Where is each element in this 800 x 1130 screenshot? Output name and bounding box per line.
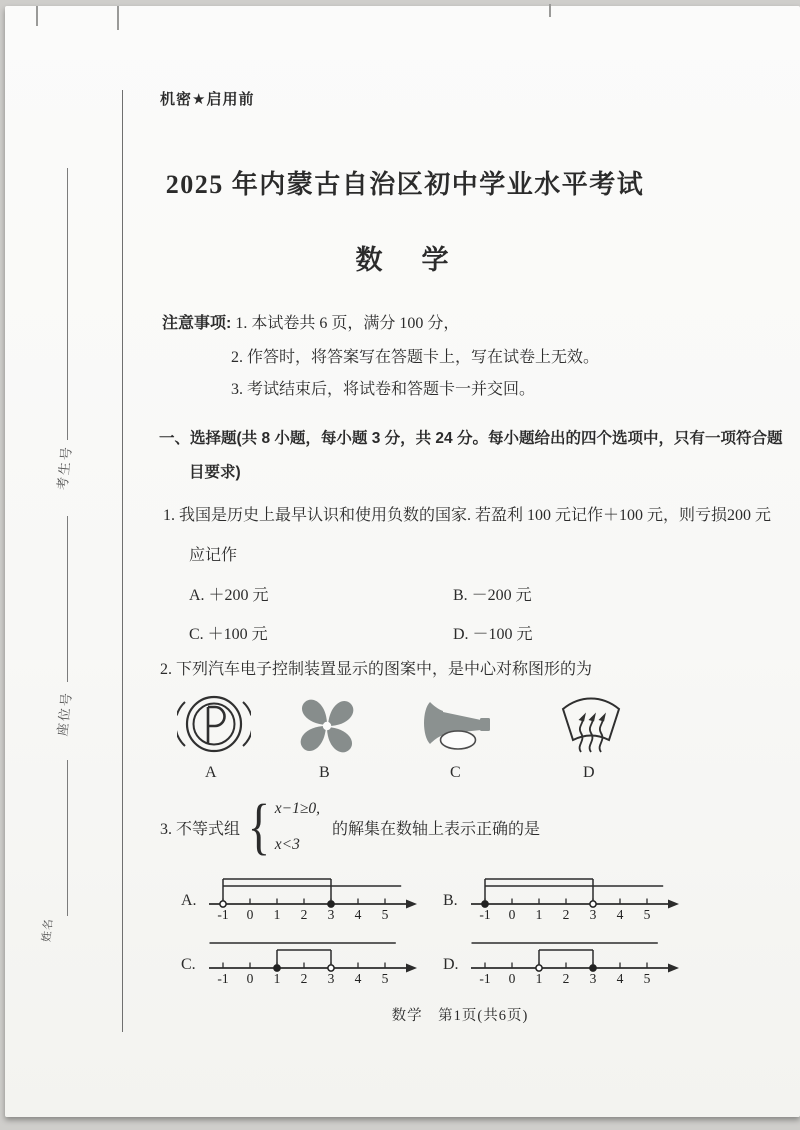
defrost-icon (554, 690, 628, 764)
section1-heading-line2: 目要求) (189, 464, 241, 481)
svg-text:4: 4 (616, 907, 624, 922)
svg-text:5: 5 (643, 971, 651, 986)
svg-text:-1: -1 (479, 907, 491, 922)
svg-text:5: 5 (381, 971, 389, 986)
seal-line-outer-segment (67, 168, 68, 440)
horn-icon (417, 696, 499, 758)
q2-letter-d: D (583, 764, 596, 781)
exam-paper (5, 6, 800, 1117)
svg-text:-1: -1 (217, 907, 229, 922)
svg-text:5: 5 (643, 907, 651, 922)
svg-text:2: 2 (562, 907, 570, 922)
notice-item-2: 2. 作答时，将答案写在答题卡上，写在试卷上无效。 (231, 349, 600, 366)
q2-letter-b: B (319, 764, 331, 781)
q1-text-line2: 应记作 (189, 547, 238, 564)
seal-line-outer-segment (67, 760, 68, 916)
number-line-c (207, 932, 419, 988)
q1-option-a: A. ＋200 元 (189, 587, 269, 604)
q1-text-line1: 1. 我国是历史上最早认识和使用负数的国家. 若盈利 100 元记作＋100 元，则亏损200 元 (163, 507, 772, 524)
q2-text: 2. 下列汽车电子控制装置显示的图案中，是中心对称图形的为 (160, 661, 593, 678)
q3-text-prefix: 3. 不等式组 (160, 820, 241, 838)
q3-option-label-a: A. (181, 892, 197, 909)
svg-text:0: 0 (508, 907, 516, 922)
seal-label-seat-number: 座位号 (54, 690, 75, 737)
notice-item-3: 3. 考试结束后，将试卷和答题卡一并交回。 (231, 381, 536, 398)
inequality-bottom: x<3 (274, 836, 300, 853)
page-footer: 数学 第1页(共6页) (391, 1008, 529, 1024)
seal-line-inner (122, 90, 123, 1032)
notice-label: 注意事项: (162, 315, 232, 332)
number-line-b (469, 868, 681, 924)
seal-line-outer-segment (67, 516, 68, 682)
svg-text:1: 1 (535, 971, 543, 986)
q3-option-label-b: B. (443, 892, 458, 909)
section1-heading-line1: 一、选择题(共 8 小题，每小题 3 分，共 24 分。每小题给出的四个选项中，只有一项符合题 (159, 430, 783, 447)
exam-title: 2025 年内蒙古自治区初中学业水平考试 (165, 170, 645, 199)
svg-text:4: 4 (354, 971, 362, 986)
svg-text:0: 0 (508, 971, 516, 986)
crop-mark (549, 4, 551, 17)
svg-text:1: 1 (273, 907, 281, 922)
svg-text:4: 4 (616, 971, 624, 986)
q3-statement (160, 794, 540, 860)
notice-item-1: 1. 本试卷共 6 页，满分 100 分， (235, 315, 460, 332)
crop-mark (36, 6, 38, 26)
svg-text:-1: -1 (217, 971, 229, 986)
svg-text:2: 2 (300, 907, 308, 922)
svg-text:5: 5 (381, 907, 389, 922)
svg-text:1: 1 (273, 971, 281, 986)
svg-text:3: 3 (327, 971, 335, 986)
parking-brake-icon (177, 690, 251, 762)
svg-text:-1: -1 (479, 971, 491, 986)
q3-option-label-c: C. (181, 956, 196, 973)
q1-option-d: D. －100 元 (453, 626, 533, 643)
number-line-a (207, 868, 419, 924)
number-line-d (469, 932, 681, 988)
q3-option-label-d: D. (443, 956, 459, 973)
svg-text:3: 3 (589, 907, 597, 922)
svg-text:1: 1 (535, 907, 543, 922)
q1-option-c: C. ＋100 元 (189, 626, 268, 643)
q2-letter-a: A (205, 764, 218, 781)
svg-text:3: 3 (327, 907, 335, 922)
inequality-system (275, 798, 320, 856)
svg-text:4: 4 (354, 907, 362, 922)
seal-label-name: 姓名 (40, 917, 56, 943)
svg-text:0: 0 (246, 971, 254, 986)
q1-option-b: B. －200 元 (453, 587, 532, 604)
svg-text:0: 0 (246, 907, 254, 922)
subject-title: 数 学 (355, 245, 455, 275)
inequality-brace: { (247, 793, 271, 861)
q2-letter-c: C (450, 764, 462, 781)
seal-label-candidate-number: 考生号 (54, 444, 75, 491)
fan-icon (291, 690, 363, 762)
svg-text:3: 3 (589, 971, 597, 986)
svg-text:2: 2 (300, 971, 308, 986)
q3-text-suffix: 的解集在数轴上表示正确的是 (332, 820, 541, 838)
crop-mark (117, 6, 119, 30)
inequality-top: x−1≥0, (274, 800, 321, 817)
svg-text:2: 2 (562, 971, 570, 986)
classification-label: 机密★启用前 (160, 91, 255, 108)
